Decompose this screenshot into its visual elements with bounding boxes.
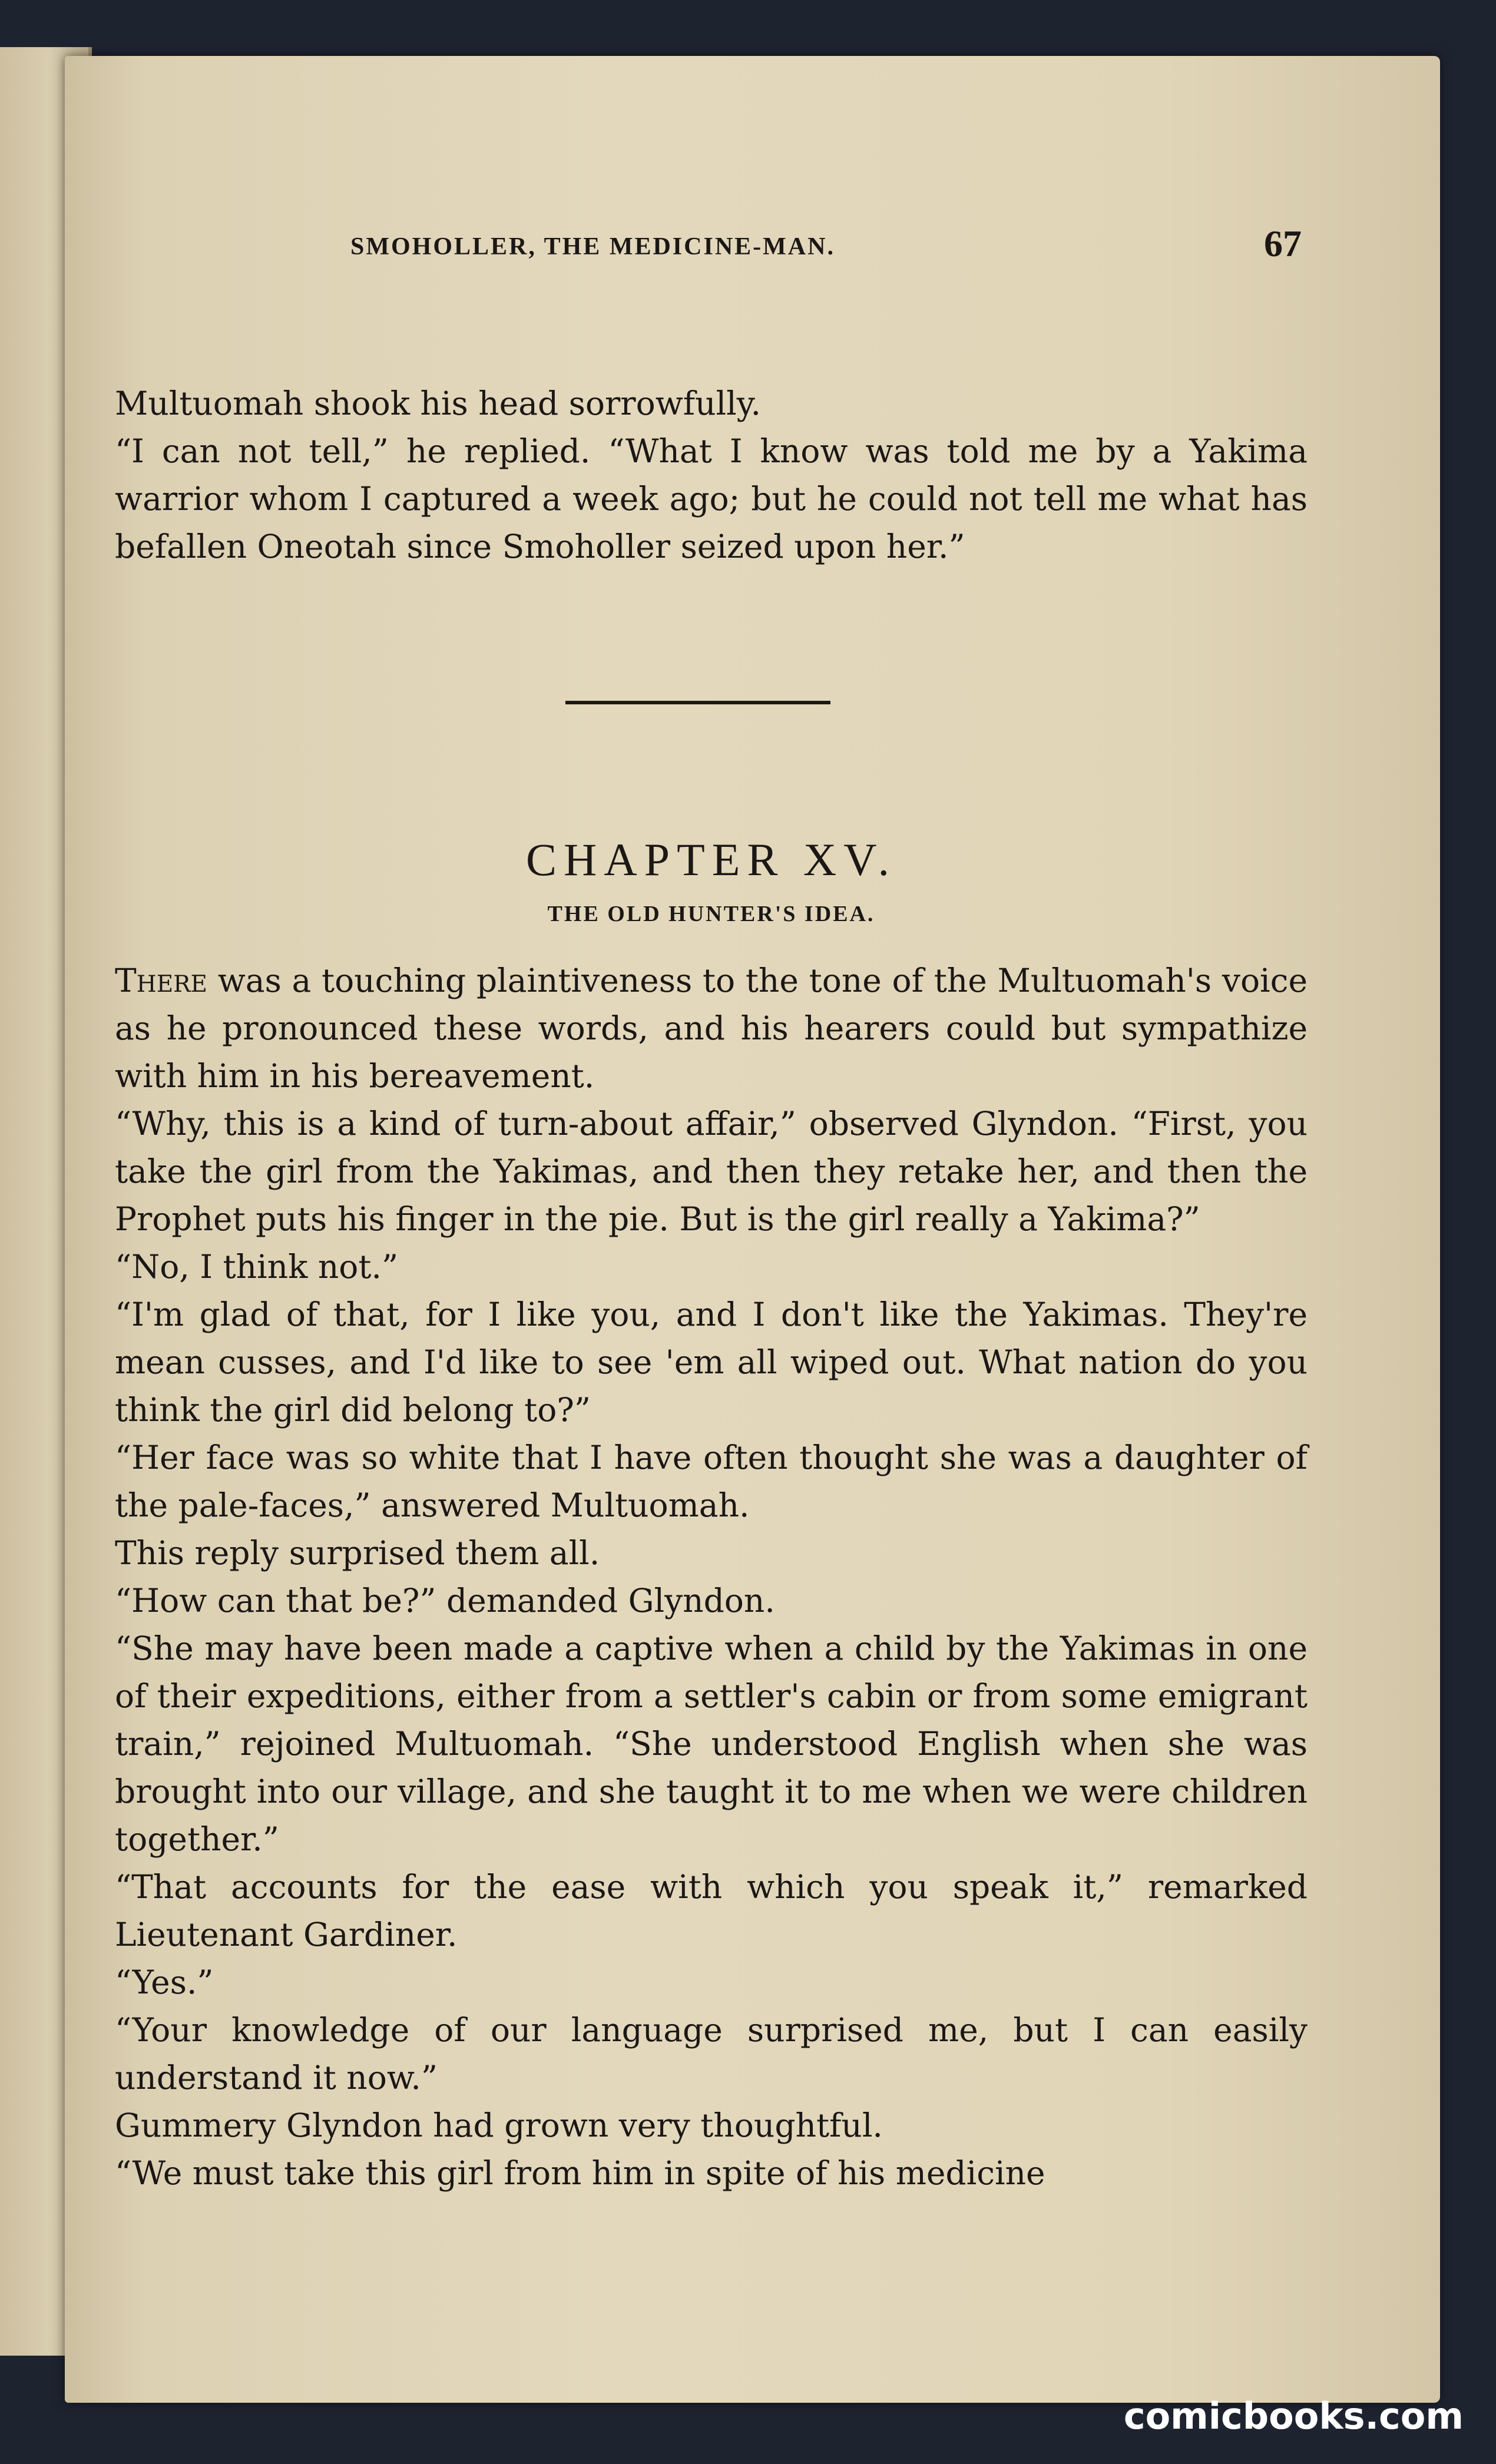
paragraph-rest: was a touching plaintiveness to the tone of the Multuomah's voice as he pronounced these words, and his hearers could but sympathize with him in his bereavement.: [115, 962, 1308, 1095]
lead-word: There: [115, 962, 207, 999]
paragraph: “That accounts for the ease with which you speak it,” remarked Lieutenant Gardiner.: [115, 1868, 1308, 1953]
section-divider: [565, 701, 830, 704]
paragraph: Gummery Glyndon had grown very thoughtful.: [115, 2107, 883, 2144]
paragraph: This reply surprised them all.: [115, 1534, 600, 1572]
paragraph: “Yes.”: [115, 1963, 214, 2001]
paragraph: “How can that be?” demanded Glyndon.: [115, 1582, 775, 1620]
paragraph: “She may have been made a captive when a child by the Yakimas in one of their expeditions, either from a settler's cabin or from some emigrant train,” rejoined Multuomah. “She understood English when she was brought into our village, and she taught it to me when we were children together.”: [115, 1630, 1308, 1858]
watermark: comicbooks.com: [1123, 2395, 1464, 2437]
chapter-title: THE OLD HUNTER'S IDEA.: [547, 902, 875, 926]
running-head: [115, 223, 1308, 286]
paragraph: “Your knowledge of our language surprised me, but I can easily understand it now.”: [115, 2011, 1308, 2097]
paragraph: [115, 957, 1308, 1100]
paragraph: Multuomah shook his head sorrowfully.: [115, 385, 761, 422]
paragraph: “Why, this is a kind of turn-about affair,” observed Glyndon. “First, you take the girl from the Yakimas, and then they retake her, and then the Prophet puts his finger in the pie. But is the girl really a Yakima?”: [115, 1105, 1308, 1238]
chapter-text: [115, 957, 1308, 2197]
paragraph: “I'm glad of that, for I like you, and I don't like the Yakimas. They're mean cusses, and I'd like to see 'em all wiped out. What nation do you think the girl did belong to?”: [115, 1296, 1308, 1429]
paragraph: “I can not tell,” he replied. “What I know was told me by a Yakima warrior whom I captured a week ago; but he could not tell me what has befallen Oneotah since Smoholler seized upon her.”: [115, 432, 1308, 565]
page-number: 67: [1264, 223, 1302, 264]
chapter-heading: CHAPTER XV.: [526, 834, 896, 885]
book-page: [65, 56, 1440, 2403]
paragraph: “No, I think not.”: [115, 1248, 399, 1286]
paragraph: “Her face was so white that I have often thought she was a daughter of the pale-faces,” answered Multuomah.: [115, 1439, 1308, 1524]
paragraph: “We must take this girl from him in spite of his medicine: [115, 2154, 1045, 2192]
running-title: SMOHOLLER, THE MEDICINE-MAN.: [350, 233, 835, 260]
opening-text: [115, 380, 1308, 571]
